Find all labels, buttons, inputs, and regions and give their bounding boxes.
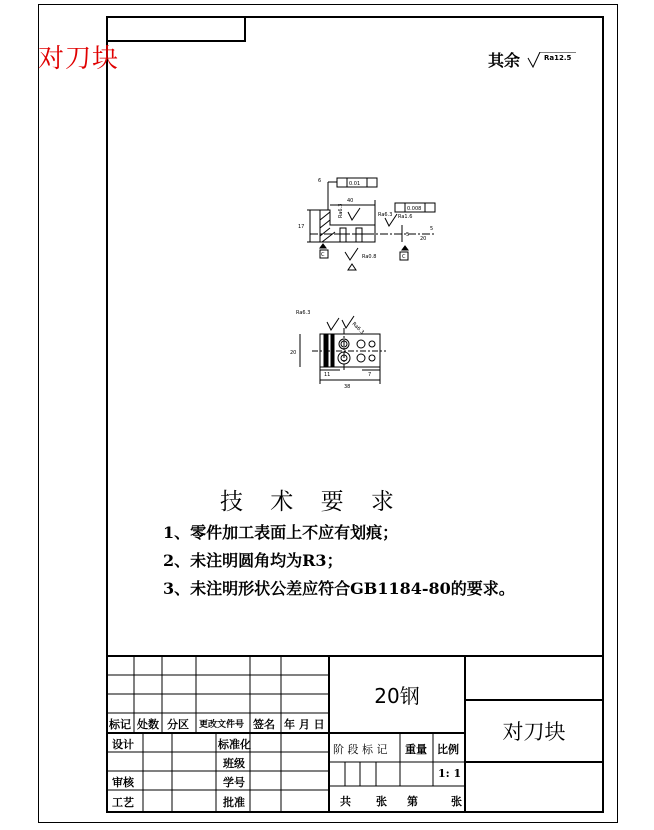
tb-student-no-label: 学号 [223,776,245,789]
front-dim-5b: 5 [430,226,434,232]
requirement-item-2: 2、未注明圆角均为R3； [163,551,343,570]
tb-process-label: 工艺 [112,796,134,809]
tb-header-signature: 签名 [253,718,275,731]
tb-sheet-no-label: 第 [407,795,418,808]
tb-sheet-unit-1: 张 [376,795,387,808]
front-dim-17: 17 [298,224,305,230]
tb-material: 20钢 [374,683,420,708]
front-dim-5a: 5 [406,232,410,238]
tb-header-zone: 分区 [167,718,189,731]
front-dim-40: 40 [347,198,354,204]
top-dim-7: 7 [368,372,372,378]
tb-scale-value: 1: 1 [438,767,462,780]
front-datum-1: C [321,252,325,258]
front-dim-20: 20 [420,236,427,242]
tb-header-mark: 标记 [109,718,131,731]
requirement-item-3: 3、未注明形状公差应符合GB1184-80的要求。 [163,579,515,598]
tb-header-count: 处数 [137,718,159,731]
top-dim-20: 20 [290,350,297,356]
tb-class-label: 班级 [223,757,245,770]
front-datum-2: C [402,254,406,260]
front-roughness-2: Ra1.6 [398,214,413,220]
tb-review-label: 审核 [112,776,134,789]
tb-part-name: 对刀块 [502,720,566,744]
top-roughness-2: Ra6.3 [350,321,366,336]
top-dim-38: 38 [344,384,351,390]
front-roughness-3: Ra0.8 [362,254,377,260]
surface-note-text: 其余 [488,51,521,70]
tb-weight-label: 重量 [405,743,427,756]
tb-scale-label: 比例 [437,743,459,756]
tb-header-change-doc: 更改文件号 [199,720,245,730]
corner-label: 对刀块 [38,44,120,74]
front-roughness-4: Ra6.3 [378,212,393,218]
top-dim-11: 11 [324,372,331,378]
tb-standardization-label: 标准化 [218,738,251,751]
tb-approve-label: 批准 [223,796,245,809]
tb-header-date: 年 月 日 [284,718,325,731]
requirement-item-1: 1、零件加工表面上不应有划痕； [163,523,399,542]
front-roughness-1: Ra6.3 [338,203,344,218]
tb-stage-mark-label: 阶 段 标 记 [333,743,388,756]
top-roughness-1: Ra6.3 [296,310,311,316]
requirements-title: 技 术 要 求 [220,489,404,515]
tb-sheets-total-label: 共 [340,795,351,808]
tb-sheet-unit-2: 张 [451,795,462,808]
surface-note-roughness: Ra12.5 [543,54,571,62]
tb-design-label: 设计 [112,738,134,751]
front-tol-2: 0.008 [407,206,422,212]
front-dim-6: 6 [318,178,322,184]
front-tol-1: 0.01 [349,181,361,187]
